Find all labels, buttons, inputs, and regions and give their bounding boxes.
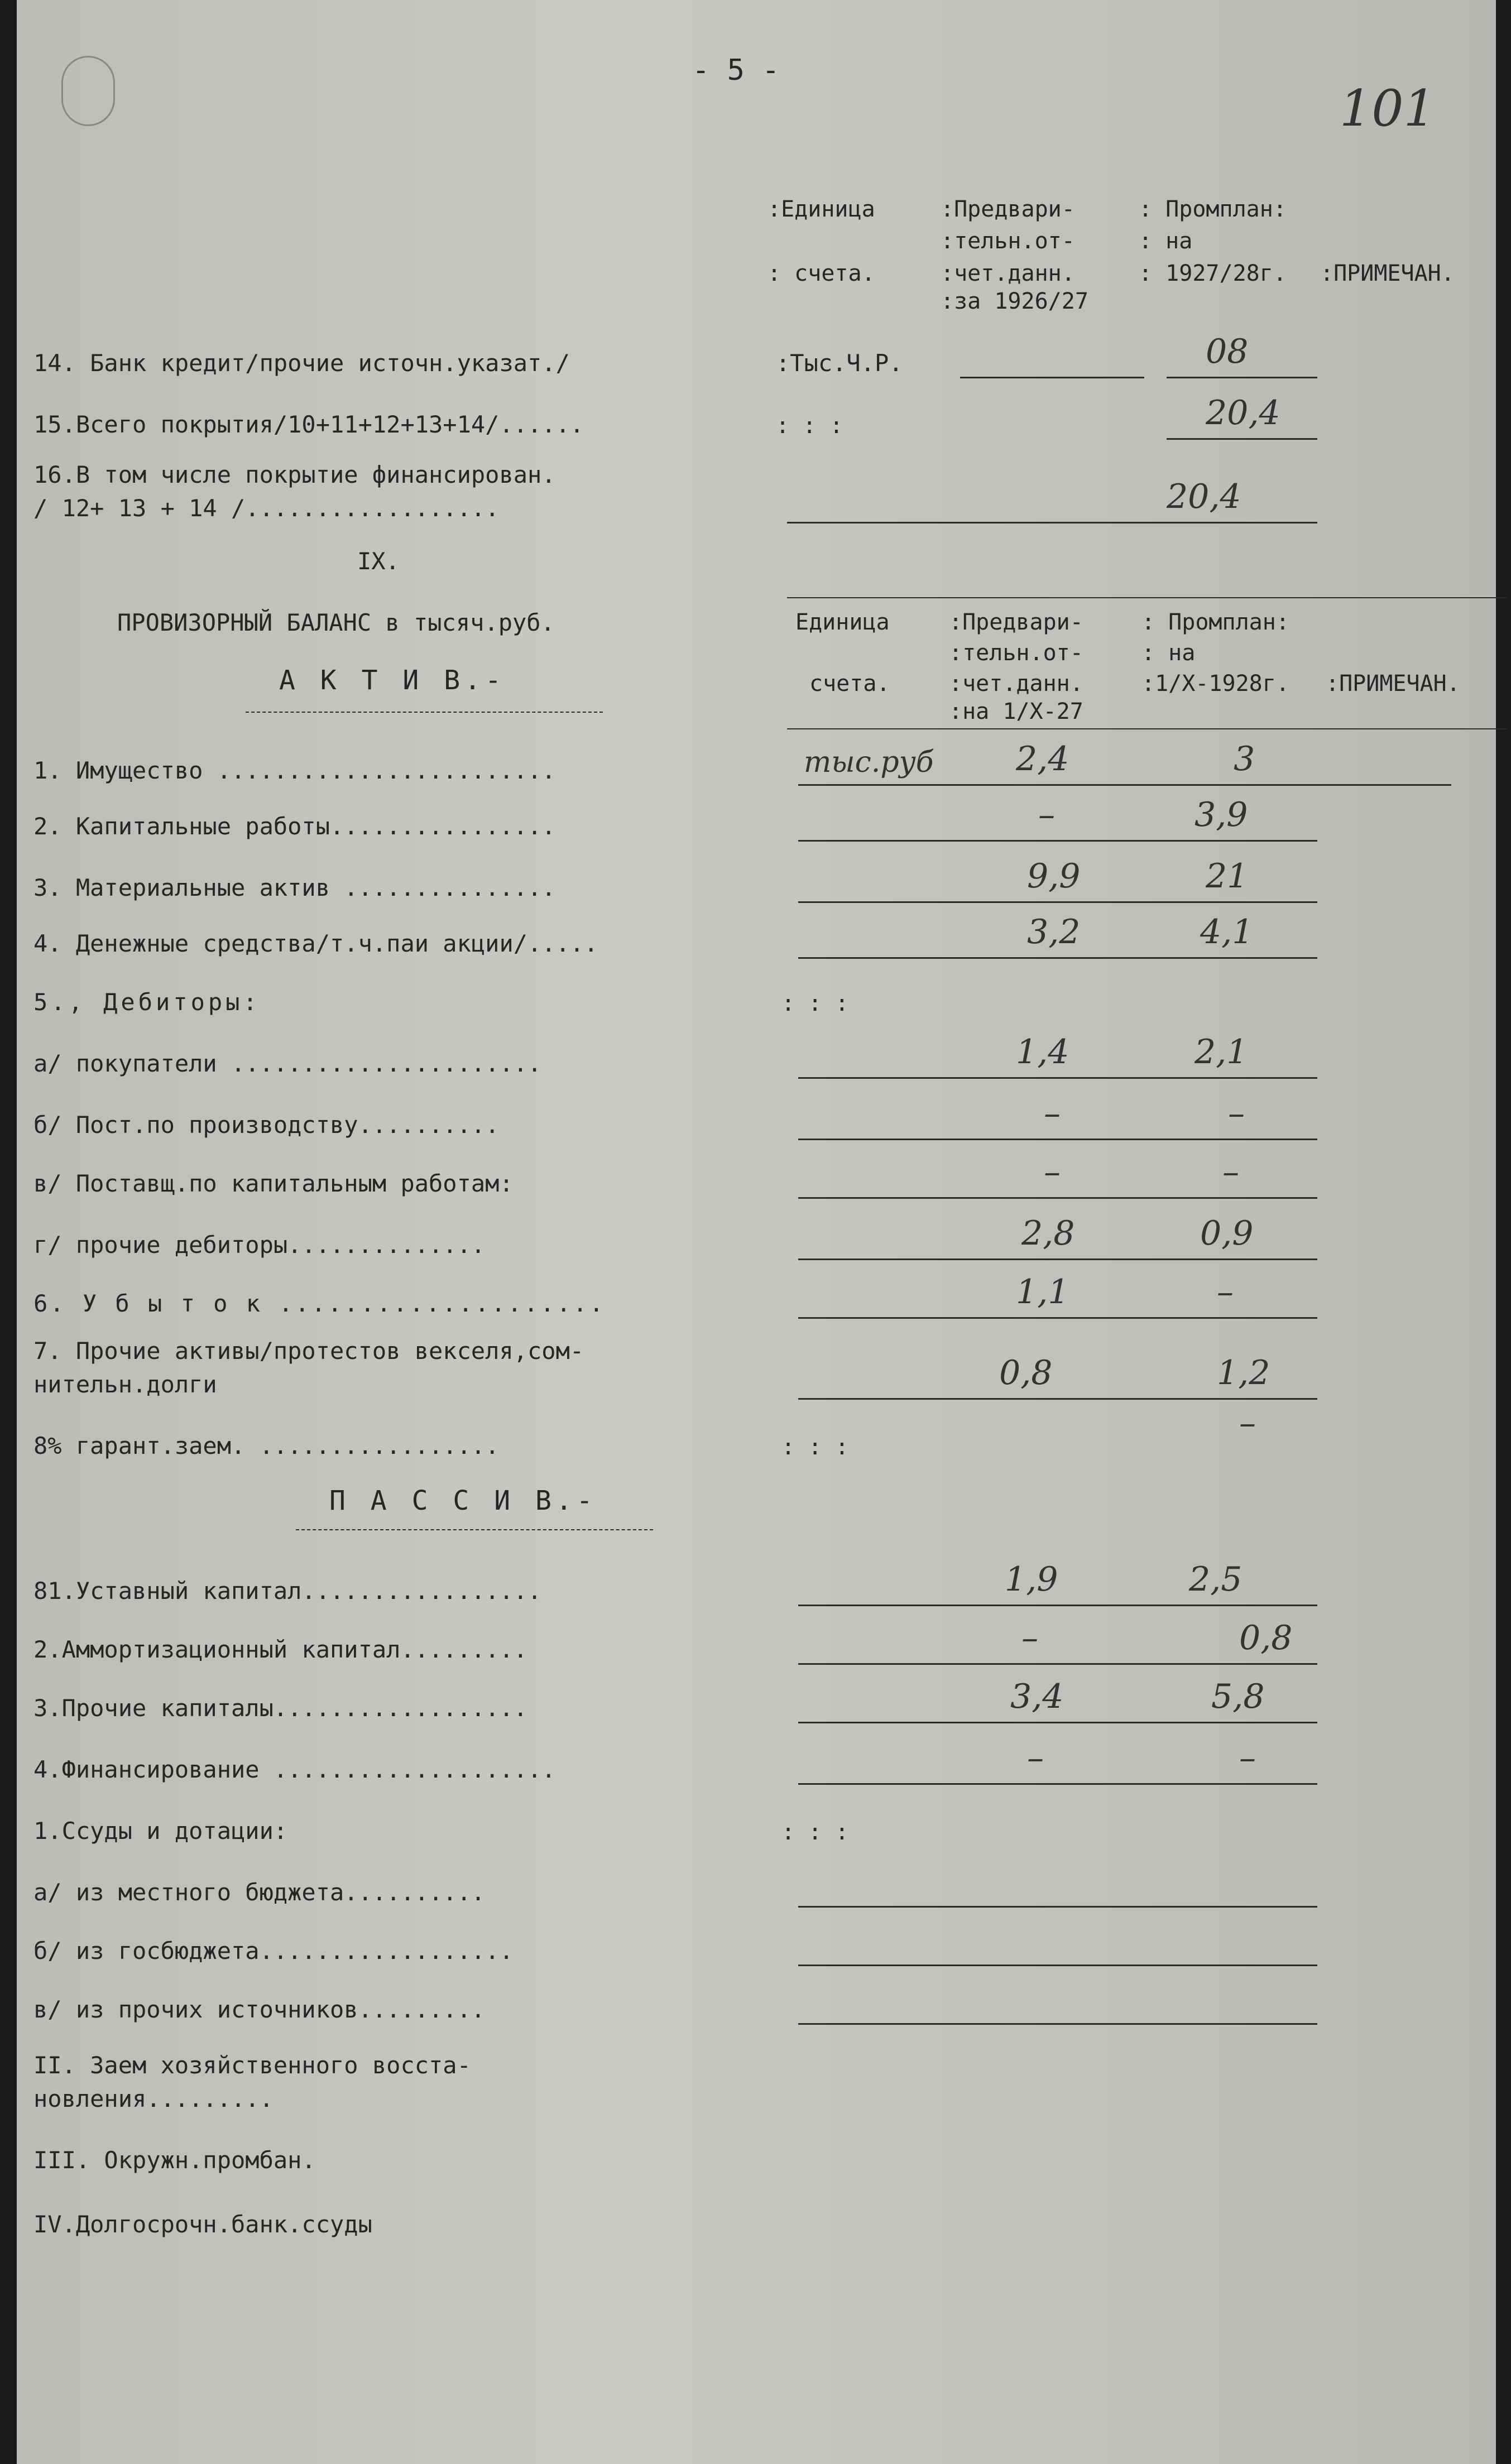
asset-row-label: в/ Поставщ.по капитальным работам: xyxy=(33,1170,514,1197)
header-prev-line2: :тельн.от- xyxy=(941,228,1075,254)
liability-row-label2: новления......... xyxy=(33,2085,274,2112)
asset-row-sep: : : : xyxy=(781,991,849,1016)
liability-row-plan: 0,8 xyxy=(1239,1618,1293,1658)
liability-row-label: в/ из прочих источников......... xyxy=(33,1996,486,2023)
asset-row-plan: 4,1 xyxy=(1200,912,1254,952)
liability-row-sep: : : : xyxy=(781,1819,849,1845)
header-prev-line3: :чет.данн. xyxy=(941,261,1075,286)
asset-row-plan: – xyxy=(1239,1404,1256,1443)
row-16-label2: / 12+ 13 + 14 /.................. xyxy=(33,494,500,522)
mid-header-plan-line1: : Промплан: xyxy=(1141,609,1289,635)
row-16-plan: 20,4 xyxy=(1167,477,1241,516)
mid-header-plan-line2: : на xyxy=(1141,640,1196,666)
row-14-label: 14. Банк кредит/прочие источн.указат./ xyxy=(33,349,570,377)
asset-row-prev: 9,9 xyxy=(1027,857,1081,896)
asset-row-prev: – xyxy=(1044,1152,1061,1192)
section-roman: IX. xyxy=(357,547,400,575)
asset-row-line xyxy=(798,901,1317,903)
header-plan-line3: : 1927/28г. xyxy=(1139,261,1287,286)
mid-header-prev-line4: :на 1/X-27 xyxy=(949,699,1083,724)
asset-row-prev: 0,8 xyxy=(999,1353,1053,1392)
asset-row-plan: 1,2 xyxy=(1217,1353,1270,1392)
header-plan-line2: : на xyxy=(1139,228,1193,254)
header-prev-line4: :за 1926/27 xyxy=(941,289,1088,314)
row-16-label: 16.В том числе покрытие финансирован. xyxy=(33,461,556,488)
asset-row-prev: 2,8 xyxy=(1021,1214,1075,1253)
asset-row-label: 1. Имущество ........................ xyxy=(33,757,556,784)
liability-row-line xyxy=(798,1605,1317,1606)
liabilities-title: П А С С И В.- xyxy=(329,1485,597,1516)
liability-row-label: 2.Аммортизационный капитал......... xyxy=(33,1636,528,1663)
liabilities-title-underline xyxy=(296,1529,653,1531)
asset-row-label: б/ Пост.по производству.......... xyxy=(33,1111,500,1139)
header-unit-line3: : счета. xyxy=(768,261,875,286)
liability-row-plan: – xyxy=(1239,1738,1256,1778)
row-15-plan-line xyxy=(1167,438,1317,440)
liability-row-label: 1.Ссуды и дотации: xyxy=(33,1817,288,1845)
section-title: ПРОВИЗОРНЫЙ БАЛАНС в тысяч.руб. xyxy=(117,609,555,636)
asset-row-label: г/ прочие дебиторы.............. xyxy=(33,1231,486,1259)
liability-row-line xyxy=(798,1663,1317,1665)
asset-row-line xyxy=(798,1077,1317,1079)
assets-title: А К Т И В.- xyxy=(279,665,506,696)
asset-row-sep: : : : xyxy=(781,1434,849,1460)
asset-row-label: 2. Капитальные работы................ xyxy=(33,813,556,840)
mid-header-unit-line3: счета. xyxy=(809,671,890,697)
asset-row-line xyxy=(798,1398,1317,1400)
asset-row-plan: 3,9 xyxy=(1195,795,1248,834)
corner-stamp-mark xyxy=(61,56,115,126)
asset-row-line xyxy=(798,1197,1317,1199)
asset-row-plan: – xyxy=(1217,1272,1234,1312)
liability-row-label: б/ из госбюджета.................. xyxy=(33,1937,514,1965)
asset-row-line xyxy=(798,1259,1317,1260)
asset-row-label: 7. Прочие активы/протестов векселя,сом- xyxy=(33,1337,584,1365)
mid-header-box-bottom xyxy=(787,728,1507,729)
asset-row-label: 5., Дебиторы: xyxy=(33,988,261,1016)
asset-row-label: 3. Материальные актив ............... xyxy=(33,874,556,901)
liability-row-label: III. Окружн.промбан. xyxy=(33,2146,316,2174)
header-plan-line1: : Промплан: xyxy=(1139,196,1287,222)
asset-row-plan: 21 xyxy=(1206,857,1249,896)
header-prev-line1: :Предвари- xyxy=(941,196,1075,222)
liability-row-label: а/ из местного бюджета.......... xyxy=(33,1879,486,1906)
liability-row-prev: 3,4 xyxy=(1010,1677,1064,1716)
asset-row-unit: тыс.руб xyxy=(804,746,934,779)
asset-row-label: 6. У б ы т о к .................... xyxy=(33,1290,606,1317)
asset-row-plan: 0,9 xyxy=(1200,1214,1254,1253)
asset-row-plan: – xyxy=(1228,1094,1245,1133)
asset-row-label: а/ покупатели ...................... xyxy=(33,1050,542,1077)
asset-row-plan: 3 xyxy=(1234,739,1255,779)
header-unit-line1: :Единица xyxy=(768,196,875,222)
row-15-plan: 20,4 xyxy=(1206,393,1280,433)
mid-header-box-top xyxy=(787,597,1507,598)
asset-row-line xyxy=(798,1317,1317,1319)
liability-row-line xyxy=(798,1783,1317,1785)
liability-row-prev: – xyxy=(1021,1618,1038,1658)
liability-row-prev: 1,9 xyxy=(1005,1560,1058,1599)
liability-row-label: 81.Уставный капитал................. xyxy=(33,1577,542,1605)
row-15-label: 15.Всего покрытия/10+11+12+13+14/...... xyxy=(33,411,584,438)
asset-row-label: 8% гарант.заем. ................. xyxy=(33,1432,500,1459)
mid-header-prev-line3: :чет.данн. xyxy=(949,671,1083,697)
asset-row-prev: 1,1 xyxy=(1016,1272,1069,1312)
mid-header-unit-line1: Единица xyxy=(795,609,890,635)
liability-row-line xyxy=(798,1965,1317,1966)
assets-title-underline xyxy=(246,712,603,714)
mid-header-prev-line1: :Предвари- xyxy=(949,609,1083,635)
row-14-prev-line xyxy=(960,377,1144,378)
asset-row-prev: 2,4 xyxy=(1016,739,1069,779)
asset-row-label: 4. Денежные средства/т.ч.паи акции/..... xyxy=(33,930,598,957)
asset-row-prev: 1,4 xyxy=(1016,1032,1069,1072)
row-16-line xyxy=(787,522,1317,523)
liability-row-line xyxy=(798,1722,1317,1723)
asset-row-plan: – xyxy=(1222,1152,1239,1192)
row-14-unit: :Тыс.Ч.Р. xyxy=(776,349,903,377)
liability-row-line xyxy=(798,1906,1317,1908)
asset-row-line xyxy=(798,1139,1317,1140)
liability-row-label: IV.Долгосрочн.банк.ссуды xyxy=(33,2211,372,2238)
asset-row-line xyxy=(798,957,1317,959)
mid-header-prev-line2: :тельн.от- xyxy=(949,640,1083,666)
asset-row-prev: 3,2 xyxy=(1027,912,1081,952)
page-number: - 5 - xyxy=(692,54,780,87)
header-note: :ПРИМЕЧАН. xyxy=(1320,261,1455,286)
liability-row-plan: 2,5 xyxy=(1189,1560,1243,1599)
mid-header-plan-line3: :1/X-1928г. xyxy=(1141,671,1289,697)
row-15-sep: : : : xyxy=(776,413,843,439)
asset-row-prev: – xyxy=(1044,1094,1061,1133)
liability-row-prev: – xyxy=(1027,1738,1044,1778)
asset-row-line xyxy=(798,784,1451,786)
asset-row-prev: – xyxy=(1038,795,1055,834)
liability-row-line xyxy=(798,2023,1317,2025)
asset-row-line xyxy=(798,840,1317,842)
liability-row-label: II. Заем хозяйственного восста- xyxy=(33,2052,471,2079)
document-page xyxy=(17,0,1496,2464)
row-14-plan-line xyxy=(1167,377,1317,378)
archive-folio-number: 101 xyxy=(1340,79,1436,138)
liability-row-label: 4.Финансирование .................... xyxy=(33,1756,556,1783)
liability-row-plan: 5,8 xyxy=(1211,1677,1265,1716)
asset-row-plan: 2,1 xyxy=(1195,1032,1248,1072)
mid-header-note: :ПРИМЕЧАН. xyxy=(1326,671,1460,697)
row-14-plan: 08 xyxy=(1206,332,1249,371)
asset-row-label2: нительн.долги xyxy=(33,1371,217,1398)
liability-row-label: 3.Прочие капиталы.................. xyxy=(33,1694,528,1722)
